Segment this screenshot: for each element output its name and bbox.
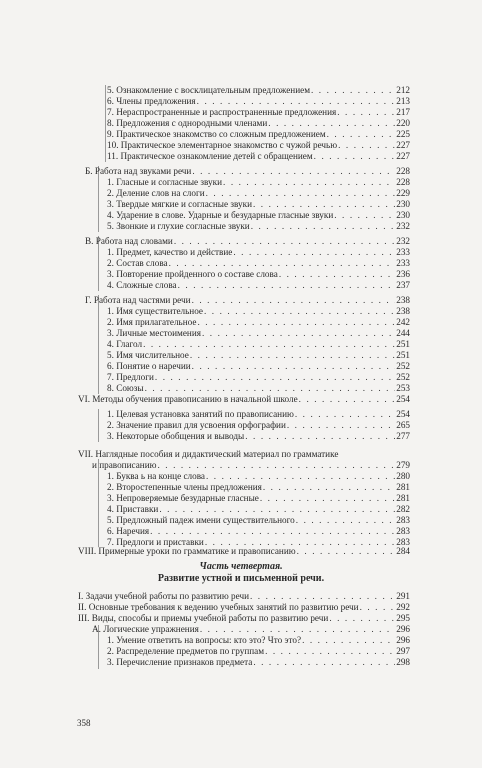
toc-entry-page: 233 <box>396 258 410 268</box>
toc-entry-page: 251 <box>396 350 410 360</box>
toc-entry <box>107 350 410 361</box>
toc-entry <box>107 635 410 646</box>
toc-leader-dots <box>302 635 395 646</box>
toc-entry <box>107 199 410 210</box>
toc-entry-title: 2. Значение правил для усвоения орфографии <box>107 420 286 430</box>
toc-leader-dots <box>190 350 395 361</box>
toc-leader-dots <box>145 383 396 394</box>
toc-entry-page: 296 <box>396 624 410 634</box>
toc-entry-page: 280 <box>396 471 410 481</box>
toc-entry-title: 10. Практическое элементарное знакомство с чужой речью <box>107 140 338 150</box>
toc-leader-dots <box>178 280 396 291</box>
page-number: 358 <box>77 718 91 728</box>
toc-entry <box>78 394 410 405</box>
toc-entry <box>107 306 410 317</box>
toc-entry-title: 8. Союзы <box>107 383 144 393</box>
toc-leader-dots <box>337 107 395 118</box>
toc-leader-dots <box>296 515 395 526</box>
toc-entry-page: 254 <box>396 394 410 404</box>
toc-leader-dots <box>192 166 395 177</box>
toc-leader-dots <box>206 471 395 482</box>
toc-entry <box>78 546 410 557</box>
toc-entry-page: 253 <box>396 383 410 393</box>
toc-leader-dots <box>192 361 396 372</box>
toc-entry-title: 1. Буква ь на конце слова <box>107 471 206 481</box>
toc-entry-page: 296 <box>396 635 410 645</box>
toc-entry <box>107 383 410 394</box>
toc-entry <box>107 504 410 515</box>
toc-leader-dots <box>206 188 396 199</box>
toc-entry-page: 227 <box>396 151 410 161</box>
toc-entry-title: Б. Работа над звуками речи <box>85 166 192 176</box>
toc-entry <box>107 493 410 504</box>
toc-leader-dots <box>159 504 395 515</box>
toc-leader-dots <box>314 151 396 162</box>
toc-entry-page: 252 <box>396 361 410 371</box>
toc-entry-title: VIII. Примерные уроки по грамматике и правописанию <box>78 546 296 556</box>
toc-entry <box>107 361 410 372</box>
toc-entry <box>107 657 410 668</box>
toc-entry-title: В. Работа над словами <box>85 236 173 246</box>
toc-entry-title: 4. Ударение в слове. Ударные и безударные гласные звуки <box>107 210 334 220</box>
toc-entry-page: 281 <box>396 482 410 492</box>
toc-entry-page: 230 <box>396 199 410 209</box>
toc-leader-dots <box>279 269 395 280</box>
toc-entry-title: 2. Деление слов на слоги <box>107 188 205 198</box>
toc-leader-dots <box>295 409 395 420</box>
toc-entry <box>107 515 410 526</box>
toc-leader-dots <box>260 493 395 504</box>
toc-entry-page: 228 <box>396 166 410 176</box>
toc-entry <box>107 269 410 280</box>
toc-entry-page: 212 <box>396 85 410 95</box>
toc-entry-page: 292 <box>396 602 410 612</box>
toc-entry-page: 229 <box>396 188 410 198</box>
section-bracket <box>105 85 106 162</box>
toc-entry-title: 7. Нераспространенные и распространенные предложения <box>107 107 337 117</box>
toc-entry <box>107 339 410 350</box>
toc-entry-page: 298 <box>396 657 410 667</box>
toc-entry-title: 1. Предмет, качество и действие <box>107 247 233 257</box>
section-bracket <box>98 409 99 442</box>
toc-entry-page: 233 <box>396 247 410 257</box>
part-heading: Часть четвертая. <box>199 561 283 572</box>
toc-entry <box>78 613 410 624</box>
toc-entry-page: 281 <box>396 493 410 503</box>
toc-entry-page: 230 <box>396 210 410 220</box>
toc-entry-title: 6. Наречия <box>107 526 150 536</box>
toc-entry-page: 283 <box>396 526 410 536</box>
toc-entry <box>107 118 410 129</box>
toc-entry-page: 227 <box>396 140 410 150</box>
toc-entry-page: 283 <box>396 537 410 547</box>
section-bracket <box>98 295 99 394</box>
toc-leader-dots <box>334 210 395 221</box>
toc-entry-page: 238 <box>396 295 410 305</box>
toc-leader-dots <box>169 258 396 269</box>
toc-leader-dots <box>327 129 396 140</box>
toc-entry <box>107 646 410 657</box>
toc-entry <box>85 295 410 306</box>
toc-leader-dots <box>192 295 396 306</box>
toc-entry-title: III. Виды, способы и приемы учебной работы по развитию речи <box>78 613 329 623</box>
toc-entry-page: 251 <box>396 339 410 349</box>
toc-entry <box>107 431 410 442</box>
toc-leader-dots <box>251 221 396 232</box>
toc-entry-title: 3. Твердые мягкие и согласные звуки <box>107 199 252 209</box>
toc-entry-page: 295 <box>396 613 410 623</box>
toc-entry-title: 2. Распределение предметов по группам <box>107 646 265 656</box>
toc-entry <box>107 140 410 151</box>
toc-entry <box>107 210 410 221</box>
toc-entry <box>78 449 410 460</box>
toc-entry-title: 8. Предложения с однородными членами <box>107 118 268 128</box>
toc-entry-page: 238 <box>396 306 410 316</box>
toc-leader-dots <box>329 613 395 624</box>
toc-entry <box>107 177 410 188</box>
toc-entry-title: 4. Приставки <box>107 504 159 514</box>
toc-leader-dots <box>311 85 395 96</box>
toc-leader-dots <box>253 199 395 210</box>
toc-entry-page: 232 <box>396 221 410 231</box>
toc-entry <box>107 129 410 140</box>
toc-entry <box>85 236 410 247</box>
toc-leader-dots <box>253 657 395 668</box>
toc-entry-title: I. Задачи учебной работы по развитию речи <box>78 591 249 601</box>
toc-entry <box>107 328 410 339</box>
toc-entry-title: 5. Предложный падеж имени существительного <box>107 515 295 525</box>
toc-entry <box>92 460 410 471</box>
toc-entry <box>107 482 410 493</box>
toc-entry-title: 2. Состав слова <box>107 258 168 268</box>
toc-entry-page: 225 <box>396 129 410 139</box>
toc-entry-title: 3. Непроверяемые безударные гласные <box>107 493 259 503</box>
toc-leader-dots <box>223 177 395 188</box>
toc-entry-title: 6. Понятие о наречии <box>107 361 191 371</box>
toc-entry <box>107 107 410 118</box>
toc-entry-page: 228 <box>396 177 410 187</box>
toc-entry-page: 252 <box>396 372 410 382</box>
toc-entry-title: Г. Работа над частями речи <box>85 295 191 305</box>
toc-leader-dots <box>202 328 395 339</box>
toc-leader-dots <box>174 236 395 247</box>
toc-entry <box>107 96 410 107</box>
toc-entry-page: 237 <box>396 280 410 290</box>
toc-entry-title: 3. Личные местоимения <box>107 328 201 338</box>
toc-leader-dots <box>268 118 395 129</box>
toc-entry-page: 291 <box>396 591 410 601</box>
toc-leader-dots <box>197 96 396 107</box>
toc-entry-title: VI. Методы обучения правописанию в начальной школе <box>78 394 298 404</box>
part-title: Развитие устной и письменной речи. <box>157 573 325 584</box>
toc-entry-title: А. Логические упражнения <box>92 624 199 634</box>
toc-entry-title: 1. Гласные и согласные звуки <box>107 177 223 187</box>
toc-entry <box>107 317 410 328</box>
toc-entry-title: 9. Практическое знакомство со сложным предложением <box>107 129 326 139</box>
toc-entry <box>107 188 410 199</box>
toc-entry-page: 220 <box>396 118 410 128</box>
toc-entry-page: 279 <box>396 460 410 470</box>
toc-entry-page: 283 <box>396 515 410 525</box>
toc-entry-title: 5. Имя числительное <box>107 350 189 360</box>
toc-entry <box>107 258 410 269</box>
toc-entry-page: 236 <box>396 269 410 279</box>
toc-entry-title: 3. Перечисление признаков предмета <box>107 657 253 667</box>
toc-entry-title: 3. Некоторые обобщения и выводы <box>107 431 245 441</box>
toc-entry <box>107 85 410 96</box>
toc-leader-dots <box>265 646 395 657</box>
toc-entry-page: 282 <box>396 504 410 514</box>
toc-entry <box>92 624 410 635</box>
toc-entry-title: 4. Глагол <box>107 339 143 349</box>
toc-entry <box>107 409 410 420</box>
toc-leader-dots <box>299 394 396 405</box>
toc-entry-page: 217 <box>396 107 410 117</box>
toc-entry <box>107 471 410 482</box>
toc-entry-page: 254 <box>396 409 410 419</box>
toc-entry <box>107 221 410 232</box>
toc-entry <box>107 526 410 537</box>
toc-entry <box>107 372 410 383</box>
toc-entry-title: 3. Повторение пройденного о составе слова <box>107 269 278 279</box>
toc-entry-title: 2. Имя прилагательное <box>107 317 197 327</box>
toc-entry-page: 277 <box>396 431 410 441</box>
toc-entry-page: 265 <box>396 420 410 430</box>
toc-entry-title: 2. Второстепенные члены предложения <box>107 482 262 492</box>
toc-leader-dots <box>245 431 395 442</box>
toc-entry-title: VII. Наглядные пособия и дидактический материал по грамматике <box>78 449 339 459</box>
toc-leader-dots <box>360 602 396 613</box>
toc-entry-title: 4. Сложные слова <box>107 280 177 290</box>
toc-entry-title: 7. Предлоги <box>107 372 154 382</box>
toc-entry <box>85 166 410 177</box>
toc-entry <box>107 420 410 431</box>
toc-entry-title: 1. Имя существительное <box>107 306 204 316</box>
toc-entry-page: 213 <box>396 96 410 106</box>
toc-entry-title: 11. Практическое ознакомление детей с обращением <box>107 151 313 161</box>
toc-leader-dots <box>200 624 395 635</box>
toc-leader-dots <box>233 247 395 258</box>
toc-entry <box>78 591 410 602</box>
toc-entry-page: 242 <box>396 317 410 327</box>
toc-leader-dots <box>155 372 395 383</box>
toc-entry <box>78 602 410 613</box>
toc-entry-title: 1. Умение ответить на вопросы: кто это? Что это? <box>107 635 302 645</box>
toc-entry <box>107 247 410 258</box>
toc-entry <box>107 151 410 162</box>
toc-leader-dots <box>143 339 395 350</box>
toc-leader-dots <box>150 526 395 537</box>
toc-entry-title: 5. Ознакомление с восклицательным предложением <box>107 85 311 95</box>
toc-leader-dots <box>297 546 396 557</box>
toc-entry-page: 284 <box>396 546 410 556</box>
toc-entry-title: 7. Предлоги и приставки <box>107 537 204 547</box>
toc-entry <box>107 280 410 291</box>
toc-entry-page: 297 <box>396 646 410 656</box>
toc-leader-dots <box>204 306 395 317</box>
toc-leader-dots <box>338 140 395 151</box>
toc-leader-dots <box>157 460 395 471</box>
toc-leader-dots <box>250 591 395 602</box>
toc-entry-title: 6. Члены предложения <box>107 96 196 106</box>
toc-entry-title: 1. Целевая установка занятий по правописанию <box>107 409 294 419</box>
toc-leader-dots <box>287 420 395 431</box>
section-bracket <box>98 459 99 547</box>
toc-leader-dots <box>263 482 395 493</box>
toc-leader-dots <box>197 317 395 328</box>
toc-entry-title: и правописанию <box>92 460 157 470</box>
toc-entry-title: 5. Звонкие и глухие согласные звуки <box>107 221 250 231</box>
toc-entry-title: II. Основные требования к ведению учебных занятий по развитию речи <box>78 602 359 612</box>
toc-entry-page: 232 <box>396 236 410 246</box>
toc-entry-page: 244 <box>396 328 410 338</box>
